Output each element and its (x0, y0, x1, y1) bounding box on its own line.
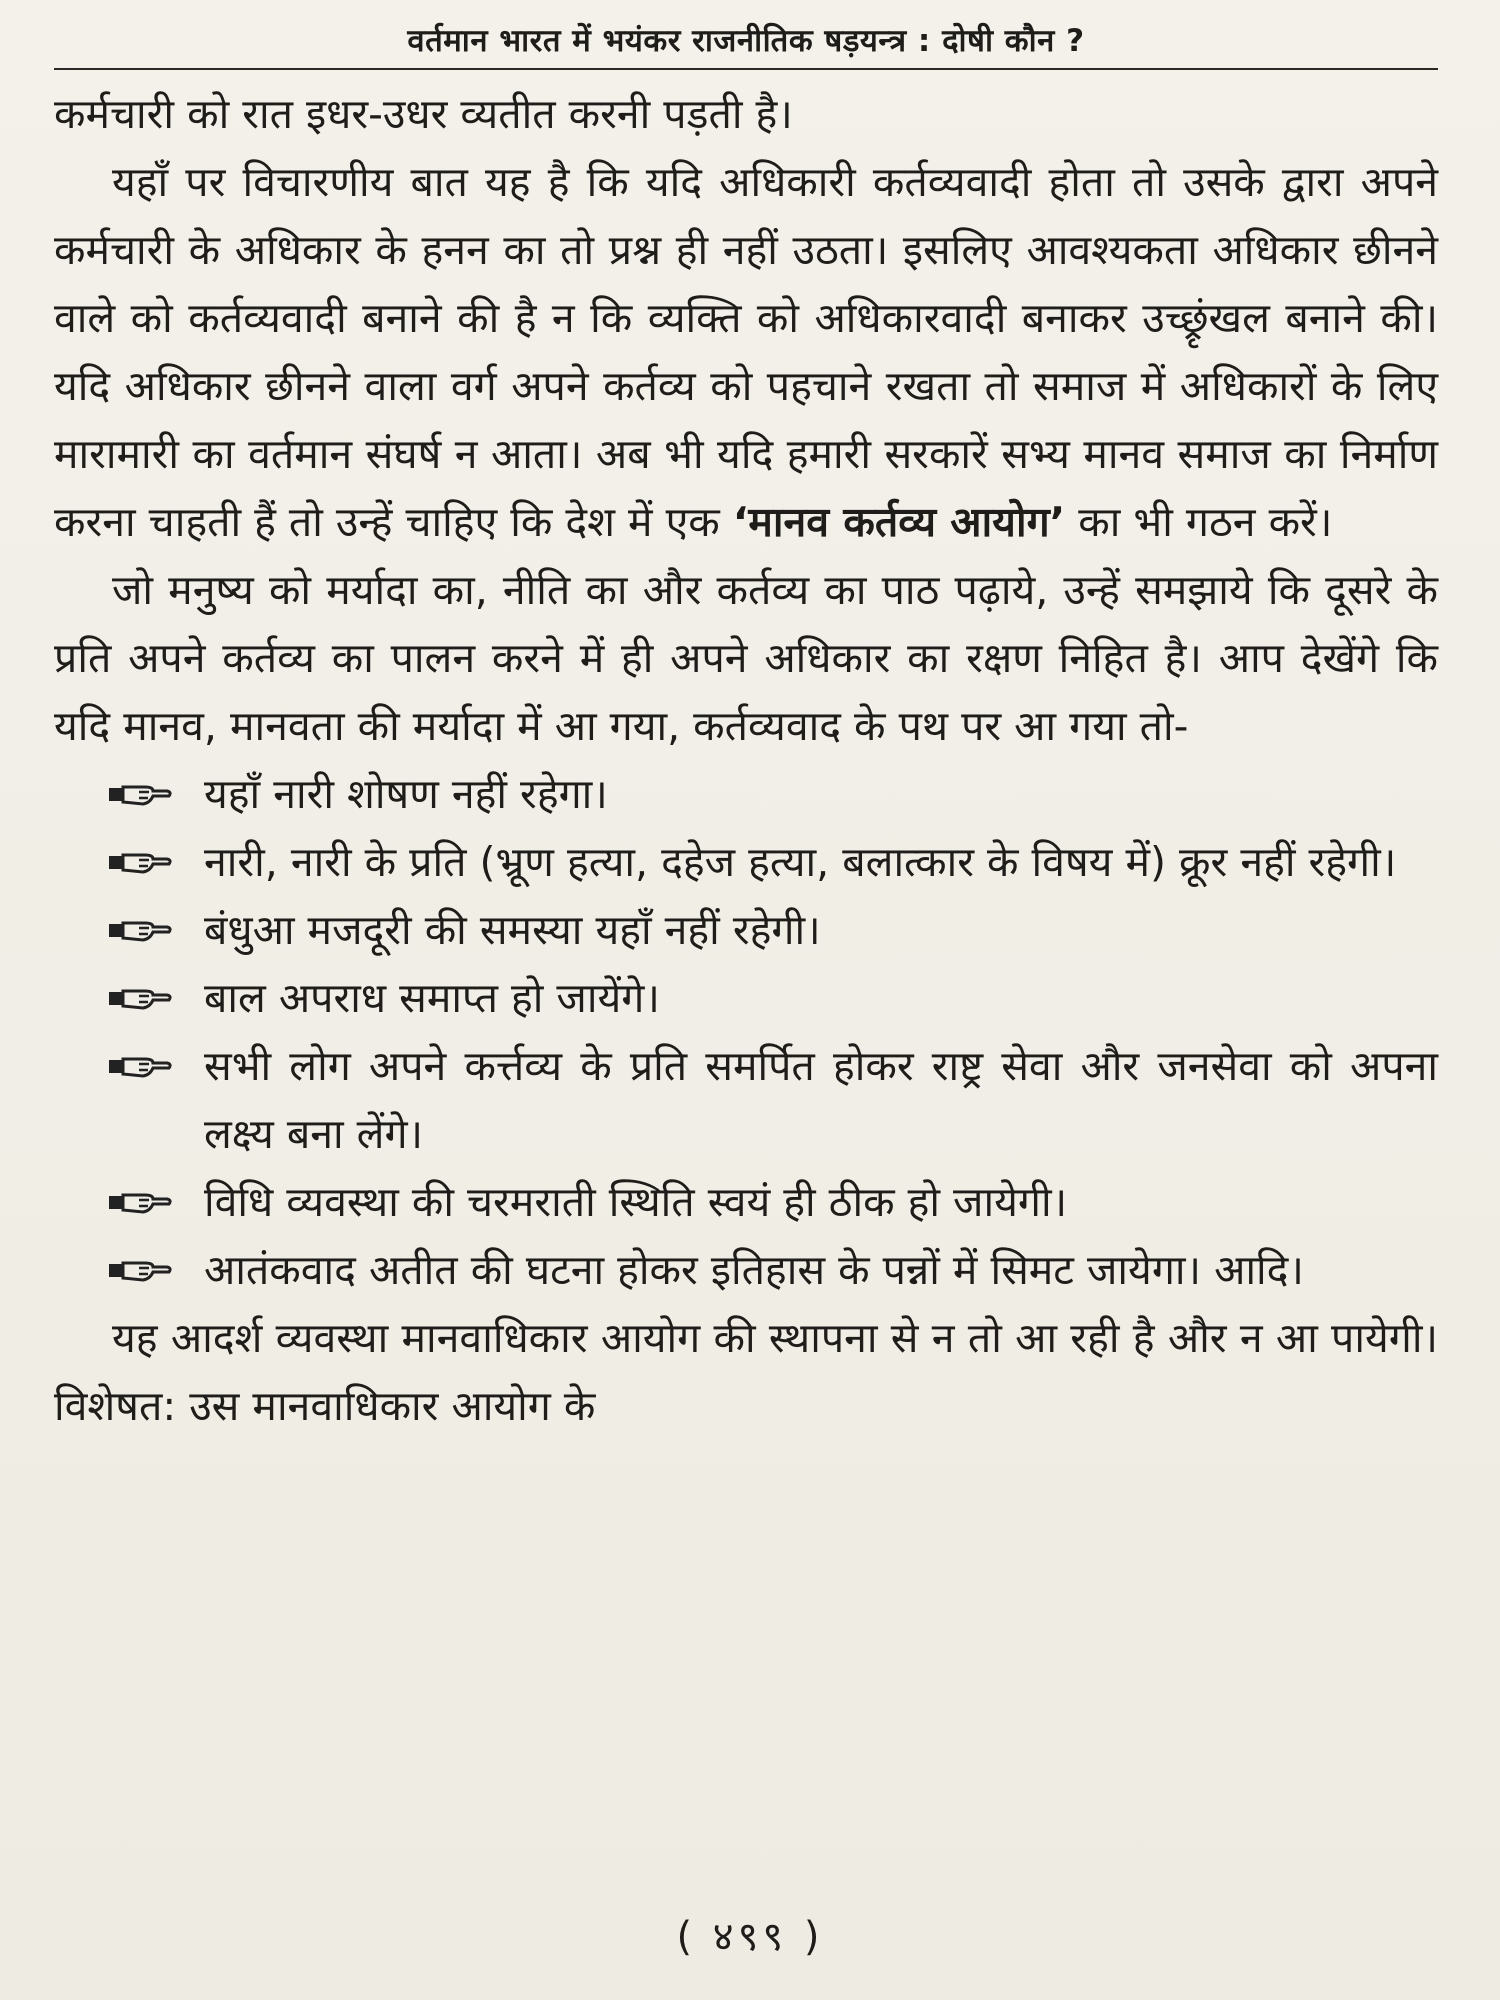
list-item-text: विधि व्यवस्था की चरमराती स्थिति स्वयं ही ठीक हो जायेगी। (204, 1178, 1068, 1226)
paragraph-consequence: जो मनुष्य को मर्यादा का, नीति का और कर्तव्य का पाठ पढ़ाये, उन्हें समझाये कि दूसरे के प्रति अपने कर्तव्य का पालन करने में ही अपने अधिकार का रक्षण निहित है। आप देखेंगे कि यदि मानव, मानवता की मर्यादा में आ गया, कर्तव्यवाद के पथ पर आ गया तो- (54, 566, 1438, 750)
paragraph-conclusion: यह आदर्श व्यवस्था मानवाधिकार आयोग की स्थापना से न तो आ रही है और न आ पायेगी। विशेषत: उस मानवाधिकार आयोग के (54, 1314, 1438, 1430)
list-item (54, 828, 1438, 896)
pointing-hand-icon (109, 896, 179, 964)
list-item-text: यहाँ नारी शोषण नहीं रहेगा। (204, 770, 608, 818)
pointing-hand-icon (109, 828, 179, 896)
list-item-text: सभी लोग अपने कर्त्तव्य के प्रति समर्पित होकर राष्ट्र सेवा और जनसेवा को अपना लक्ष्य बना लेंगे। (204, 1042, 1438, 1158)
list-item (54, 964, 1438, 1032)
pointing-hand-icon (109, 1032, 179, 1100)
paragraph-continuation: कर्मचारी को रात इधर-उधर व्यतीत करनी पड़ती है। (54, 90, 793, 138)
outcome-list (54, 760, 1438, 1304)
list-item (54, 896, 1438, 964)
list-item-text: बाल अपराध समाप्त हो जायेंगे। (204, 974, 660, 1022)
paragraph-duty (54, 148, 1438, 556)
paragraph-duty-text: यहाँ पर विचारणीय बात यह है कि यदि अधिकारी कर्तव्यवादी होता तो उसके द्वारा अपने कर्मचारी के अधिकार के हनन का तो प्रश्न ही नहीं उठता। इसलिए आवश्यकता अधिकार छीनने वाले को कर्तव्यवादी बनाने की है न कि व्यक्ति को अधिकारवादी बनाकर उच्छ्रृंखल बनाने की। यदि अधिकार छीनने वाला वर्ग अपने कर्तव्य को पहचाने रखता तो समाज में अधिकारों के लिए मारामारी का वर्तमान संघर्ष न आता। अब भी यदि हमारी सरकारें सभ्य मानव समाज का निर्माण करना चाहती हैं तो उन्हें चाहिए कि देश में एक (54, 158, 1438, 546)
paragraph-duty-ending: का भी गठन करें। (1065, 498, 1333, 546)
pointing-hand-icon (109, 760, 179, 828)
pointing-hand-icon (109, 964, 179, 1032)
list-item-text: बंधुआ मजदूरी की समस्या यहाँ नहीं रहेगी। (204, 906, 821, 954)
list-item-text: आतंकवाद अतीत की घटना होकर इतिहास के पन्नों में सिमट जायेगा। आदि। (204, 1246, 1304, 1294)
list-item (54, 1168, 1438, 1236)
list-item (54, 1032, 1438, 1168)
list-item-text: नारी, नारी के प्रति (भ्रूण हत्या, दहेज हत्या, बलात्कार के विषय में) क्रूर नहीं रहेगी। (204, 838, 1397, 886)
running-head: वर्तमान भारत में भयंकर राजनीतिक षड़यन्त्र : दोषी कौन ? (407, 23, 1085, 59)
page-body (54, 80, 1438, 1440)
emphasis-commission-name: ‘मानव कर्तव्य आयोग’ (732, 498, 1066, 546)
list-item (54, 1236, 1438, 1304)
page-number: ( ४९९ ) (676, 1914, 824, 1960)
pointing-hand-icon (109, 1168, 179, 1236)
header-rule (54, 68, 1438, 70)
pointing-hand-icon (109, 1236, 179, 1304)
list-item (54, 760, 1438, 828)
